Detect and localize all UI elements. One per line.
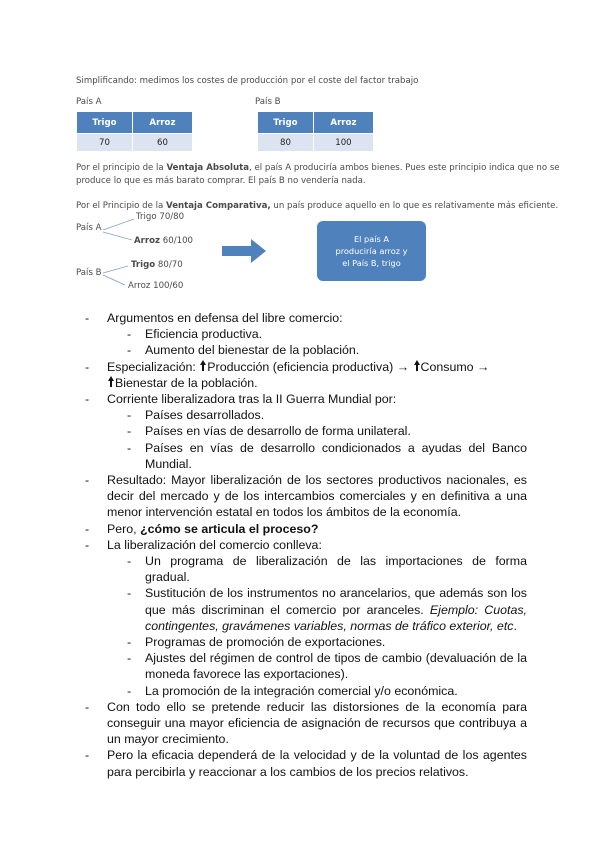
list-item-result: - Resultado: Mayor liberalización de los sectores productivos nacionales, es decir del mercado y de los intercambios comerciales y en definitiva a una menor intervención estatal en todos los ámbitos de la economía.	[85, 473, 527, 520]
conclusion-line-3: el País B, trigo	[342, 258, 401, 268]
bullet-dash: -	[127, 440, 132, 455]
list-item-liberal-current-2: - Países en vías de desarrollo de forma unilateral.	[127, 424, 411, 439]
bullet-dash: -	[127, 343, 132, 358]
table-a-header-trigo: Trigo	[77, 112, 133, 134]
bullet-dash: -	[85, 473, 90, 488]
connector-a-arroz	[103, 232, 132, 240]
bullet-dash: -	[85, 521, 90, 536]
bullet-dash: -	[85, 537, 90, 552]
diagram-b-trigo: Trigo 80/70	[131, 260, 183, 270]
table-b-value-trigo: 80	[258, 134, 314, 152]
bullet-dash: -	[127, 554, 132, 569]
list-item-liberalization-2: - Sustitución de los instrumentos no arancelarios, que además son los que más discriminan el comercio por aranceles. Ejemplo: Cuotas, contingentes, gravámenes variables, normas de tráfico exterior, etc.	[127, 586, 527, 633]
table-b-header-arroz: Arroz	[313, 112, 373, 134]
country-a-label: País A	[76, 97, 102, 107]
bullet-dash: -	[127, 424, 132, 439]
list-item-liberalization: - La liberalización del comercio conlleva:	[85, 537, 322, 552]
table-a-value-arroz: 60	[132, 134, 192, 152]
list-item-liberalization-4: - Ajustes del régimen de control de tipos de cambio (devaluación de la moneda favorece las exportaciones).	[127, 651, 527, 682]
list-item-liberalization-3: - Programas de promoción de exportaciones.	[127, 635, 386, 650]
bullet-dash: -	[85, 311, 90, 325]
connector-b-trigo	[103, 266, 128, 273]
connector-b-arroz	[103, 275, 125, 285]
list-item-distortions: - Con todo ello se pretende reducir las distorsiones de la economía para conseguir una mayor eficiencia de asignación de recursos que contribuya a un mayor crecimiento.	[85, 699, 527, 747]
list-item-question: - Pero, ¿cómo se articula el proceso?	[85, 521, 319, 536]
list-item-efficacy: - Pero la eficacia dependerá de la velocidad y de la voluntad de los agentes para percibirla y reaccionar a los cambios de los precios relativos.	[85, 748, 527, 779]
up-arrow-icon	[107, 376, 115, 388]
table-a-value-trigo: 70	[77, 134, 133, 152]
diagram-pais-a: País A	[76, 223, 102, 233]
table-b-value-arroz: 100	[313, 134, 373, 152]
bullet-dash: -	[127, 651, 132, 666]
absolute-advantage-line1: Por el principio de la Ventaja Absoluta, el país A produciría ambos bienes. Pues este principio indica que no se	[76, 163, 560, 173]
bullet-dash: -	[127, 408, 132, 423]
diagram-b-arroz: Arroz 100/60	[128, 281, 184, 291]
bullet-dash: -	[127, 586, 132, 601]
bullet-dash: -	[85, 392, 90, 407]
conclusion-line-2: produciría arroz y	[335, 246, 408, 256]
country-b-label: País B	[255, 97, 281, 107]
absolute-advantage-line2: produce lo que es más barato comprar. El país B no vendería nada.	[76, 176, 366, 186]
up-arrow-icon	[199, 360, 207, 372]
list-item-arguments: - Argumentos en defensa del libre comercio:	[85, 311, 343, 325]
right-arrow-icon	[222, 239, 266, 263]
list-item-arguments-2: - Aumento del bienestar de la población.	[127, 343, 360, 358]
diagram-pais-b: País B	[76, 268, 102, 278]
bullet-dash: -	[85, 359, 90, 374]
bullet-dash: -	[127, 635, 132, 650]
slide-image	[0, 0, 600, 300]
list-item-liberal-current-1: - Países desarrollados.	[127, 408, 265, 423]
bullet-dash: -	[127, 683, 132, 698]
table-a-header-arroz: Arroz	[132, 112, 192, 134]
list-item-specialization: - Especialización: Producción (eficiencia productiva) → Consumo → Bienestar de la población.	[85, 359, 490, 390]
connector-a-trigo	[103, 219, 134, 230]
list-item-liberal-current: - Corriente liberalizadora tras la II Guerra Mundial por:	[85, 392, 397, 407]
diagram-a-trigo: Trigo 70/80	[136, 212, 185, 222]
slide-heading: Simplificando: medimos los costes de producción por el coste del factor trabajo	[76, 76, 419, 86]
list-item-arguments-1: - Eficiencia productiva.	[127, 327, 263, 342]
diagram-connectors	[0, 0, 600, 300]
list-item-liberalization-1: - Un programa de liberalización de las importaciones de forma gradual.	[127, 554, 527, 585]
list-item-liberal-current-3: - Países en vías de desarrollo condicionados a ayudas del Banco Mundial.	[127, 440, 527, 471]
document-body	[0, 310, 600, 780]
conclusion-line-1: El país A	[353, 234, 389, 244]
bullet-dash: -	[127, 327, 132, 342]
comparative-advantage-line: Por el Principio de la Ventaja Comparativa, un país produce aquello en lo que es relativamente más eficiente.	[76, 201, 559, 211]
bullet-dash: -	[85, 748, 90, 763]
up-arrow-icon	[413, 360, 421, 372]
bullet-dash: -	[85, 699, 90, 714]
conclusion-box	[317, 221, 426, 281]
list-item-liberalization-5: - La promoción de la integración comercial y/o económica.	[127, 683, 458, 698]
diagram-a-arroz: Arroz 60/100	[134, 236, 194, 246]
table-b-header-trigo: Trigo	[258, 112, 314, 134]
